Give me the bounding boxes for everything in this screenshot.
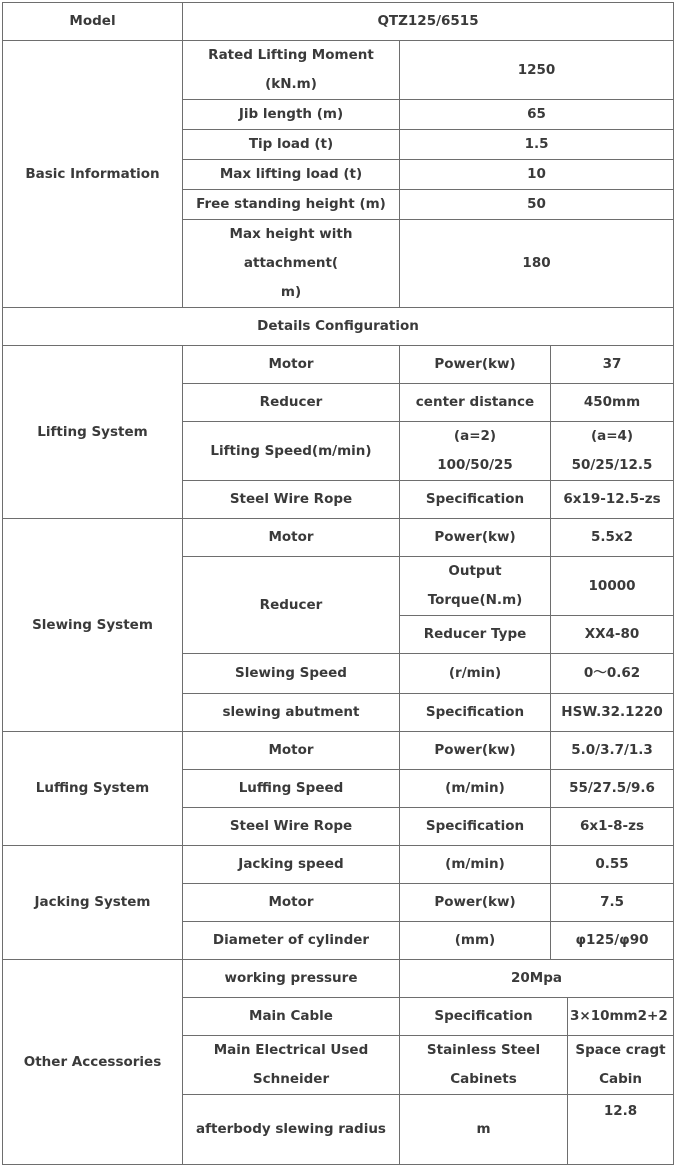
item-name: Luffing Speed — [183, 770, 400, 808]
luffing-system-label: Luffing System — [3, 732, 183, 846]
item-name: Reducer — [183, 384, 400, 422]
item-name: Motor — [183, 519, 400, 557]
table-row — [3, 732, 674, 770]
basic-row-value: 180 — [400, 220, 674, 308]
basic-row-name: Free standing height (m) — [183, 190, 400, 220]
param-name — [400, 422, 551, 481]
param-value: HSW.32.1220 — [551, 694, 674, 732]
param-value: 7.5 — [551, 884, 674, 922]
model-label: Model — [3, 3, 183, 41]
param-value: 20Mpa — [400, 960, 674, 998]
param-name: Power(kw) — [400, 884, 551, 922]
basic-row-value: 1.5 — [400, 130, 674, 160]
item-name: slewing abutment — [183, 694, 400, 732]
item-name: Steel Wire Rope — [183, 481, 400, 519]
slewing-system-label: Slewing System — [3, 519, 183, 732]
param-value: 0.55 — [551, 846, 674, 884]
item-name: Motor — [183, 884, 400, 922]
item-name: Lifting Speed(m/min) — [183, 422, 400, 481]
param-name: Power(kw) — [400, 519, 551, 557]
item-name: Motor — [183, 346, 400, 384]
param-name: (mm) — [400, 922, 551, 960]
param-value: 5.5x2 — [551, 519, 674, 557]
param-name: Stainless Steel Cabinets — [400, 1036, 568, 1095]
param-value — [568, 1036, 674, 1095]
item-name: Motor — [183, 732, 400, 770]
model-value: QTZ125/6515 — [183, 3, 674, 41]
param-name: Power(kw) — [400, 346, 551, 384]
param-name: Power(kw) — [400, 732, 551, 770]
basic-row-name-line: m) — [280, 284, 302, 300]
basic-row-value: 1250 — [400, 41, 674, 100]
basic-info-label: Basic Information — [3, 41, 183, 308]
lifting-system-label: Lifting System — [3, 346, 183, 519]
basic-row-name: Max lifting load (t) — [183, 160, 400, 190]
param-value: 5.0/3.7/1.3 — [551, 732, 674, 770]
param-name: center distance — [400, 384, 551, 422]
param-value: φ125/φ90 — [551, 922, 674, 960]
param-name: m — [400, 1095, 568, 1165]
table-row — [3, 346, 674, 384]
param-value: 450mm — [551, 384, 674, 422]
table-row — [3, 960, 674, 998]
details-row — [3, 308, 674, 346]
param-value: 12.8 — [568, 1095, 674, 1165]
item-name: Diameter of cylinder — [183, 922, 400, 960]
basic-row-name-line: Max height with attachment( — [229, 226, 353, 271]
value-line: Space cragt — [575, 1042, 666, 1058]
other-accessories-label: Other Accessories — [3, 960, 183, 1165]
param-value: XX4-80 — [551, 616, 674, 654]
table-row — [3, 41, 674, 100]
param-value — [551, 422, 674, 481]
param-value: 55/27.5/9.6 — [551, 770, 674, 808]
param-value: 0～0.62 — [551, 654, 674, 694]
param-name: (m/min) — [400, 770, 551, 808]
item-name: Jacking speed — [183, 846, 400, 884]
table-row — [3, 519, 674, 557]
param-value: 37 — [551, 346, 674, 384]
item-name: Slewing Speed — [183, 654, 400, 694]
param-name: Specification — [400, 808, 551, 846]
ratio-label: (a=2) — [453, 428, 497, 444]
speed-value: 50/25/12.5 — [571, 457, 653, 473]
ratio-label: (a=4) — [590, 428, 634, 444]
param-name: Reducer Type — [400, 616, 551, 654]
basic-row-name: Rated Lifting Moment (kN.m) — [183, 41, 400, 100]
param-value: 3×10mm2+2 — [568, 998, 674, 1036]
details-title: Details Configuration — [3, 308, 674, 346]
value-line: Cabin — [599, 1071, 642, 1087]
basic-row-name: Jib length (m) — [183, 100, 400, 130]
basic-row-value: 10 — [400, 160, 674, 190]
param-name: Specification — [400, 481, 551, 519]
basic-row-name: Tip load (t) — [183, 130, 400, 160]
jacking-system-label: Jacking System — [3, 846, 183, 960]
speed-value: 100/50/25 — [437, 457, 513, 473]
item-name: afterbody slewing radius — [183, 1095, 400, 1165]
basic-row-value: 65 — [400, 100, 674, 130]
param-name: Specification — [400, 694, 551, 732]
item-name: Main Cable — [183, 998, 400, 1036]
item-name: Reducer — [183, 557, 400, 654]
model-row — [3, 3, 674, 41]
param-value: 10000 — [551, 557, 674, 616]
param-name: (r/min) — [400, 654, 551, 694]
spec-table — [2, 2, 674, 1165]
param-value: 6x1-8-zs — [551, 808, 674, 846]
basic-row-value: 50 — [400, 190, 674, 220]
basic-row-name — [183, 220, 400, 308]
param-name: Output Torque(N.m) — [400, 557, 551, 616]
item-name: Steel Wire Rope — [183, 808, 400, 846]
table-row — [3, 846, 674, 884]
param-name: Specification — [400, 998, 568, 1036]
param-name: (m/min) — [400, 846, 551, 884]
param-value: 6x19-12.5-zs — [551, 481, 674, 519]
item-name: working pressure — [183, 960, 400, 998]
item-name: Main Electrical Used Schneider — [183, 1036, 400, 1095]
